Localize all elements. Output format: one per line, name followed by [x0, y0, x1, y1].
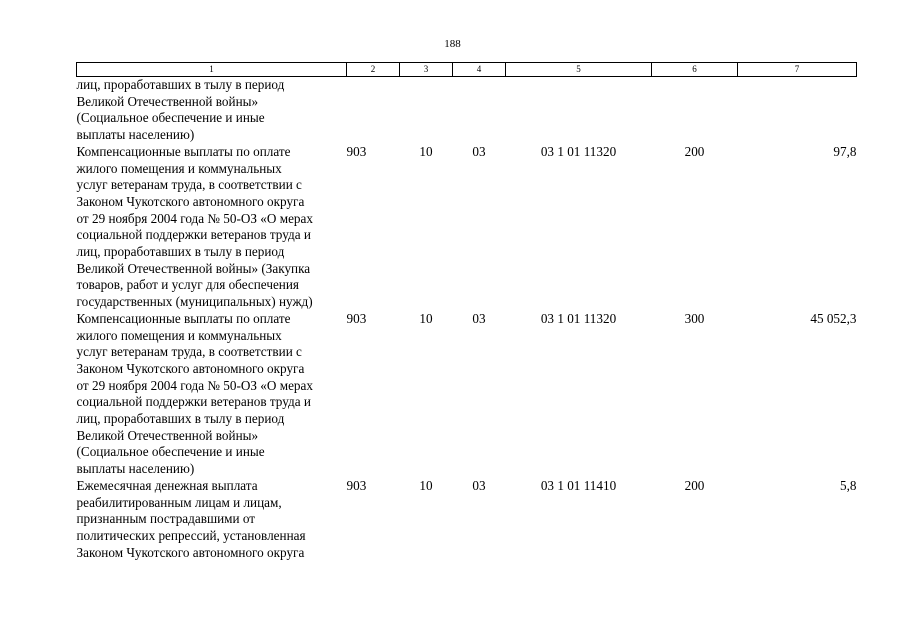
expense-type-code: 200 — [684, 143, 705, 159]
table-row — [77, 144, 857, 311]
section-code: 10 — [419, 477, 433, 493]
table-row-continuation — [77, 77, 857, 144]
table-row — [77, 478, 857, 562]
column-header-2: 2 — [347, 63, 400, 77]
row-name: Компенсационные выплаты по оплате жилого помещения и коммунальных услуг ветеранам труда, в соответствии с Законом Чукотского автономного округа от 29 ноября 2004 года № 50-ОЗ «О мерах социальной поддержки ветеранов труда и лиц, проработавших в тылу в период Великой Отечественной войны» (Закупка товаров, работ и услуг для обеспечения государственных (муниципальных) нужд) — [76, 143, 313, 310]
target-article-code: 03 1 01 11320 — [540, 143, 617, 159]
subsection-code: 03 — [472, 310, 486, 326]
amount-value: 45 052,3 — [810, 310, 857, 326]
target-article-code: 03 1 01 11320 — [540, 310, 617, 326]
column-header-7: 7 — [738, 63, 857, 77]
expense-type-code: 200 — [684, 477, 705, 493]
section-code: 10 — [419, 310, 433, 326]
page-number: 188 — [444, 38, 461, 50]
ministry-code: 903 — [346, 477, 367, 493]
ministry-code: 903 — [346, 310, 367, 326]
subsection-code: 03 — [472, 477, 486, 493]
table-row — [77, 311, 857, 478]
budget-table — [76, 62, 857, 561]
amount-value: 5,8 — [840, 477, 857, 493]
amount-value: 97,8 — [833, 143, 857, 159]
target-article-code: 03 1 01 11410 — [540, 477, 617, 493]
section-code: 10 — [419, 143, 433, 159]
expense-type-code: 300 — [684, 310, 705, 326]
row-name: Компенсационные выплаты по оплате жилого помещения и коммунальных услуг ветеранам труда, в соответствии с Законом Чукотского автономного округа от 29 ноября 2004 года № 50-ОЗ «О мерах социальной поддержки ветеранов труда и лиц, проработавших в тылу в период Великой Отечественной войны» (Социальное обеспечение и иные выплаты населению) — [76, 310, 313, 477]
ministry-code: 903 — [346, 143, 367, 159]
column-header-1: 1 — [77, 63, 347, 77]
subsection-code: 03 — [472, 143, 486, 159]
row-name: Ежемесячная денежная выплата реабилитированным лицам и лицам, признанным пострадавшими от политических репрессий, установленная Законом Чукотского автономного округа — [76, 477, 306, 560]
column-number-header-row — [77, 63, 857, 77]
column-header-4: 4 — [453, 63, 506, 77]
column-header-3: 3 — [400, 63, 453, 77]
column-header-5: 5 — [506, 63, 652, 77]
column-header-6: 6 — [652, 63, 738, 77]
row-name-continuation: лиц, проработавших в тылу в период Великой Отечественной войны» (Социальное обеспечение и иные выплаты населению) — [76, 77, 285, 143]
